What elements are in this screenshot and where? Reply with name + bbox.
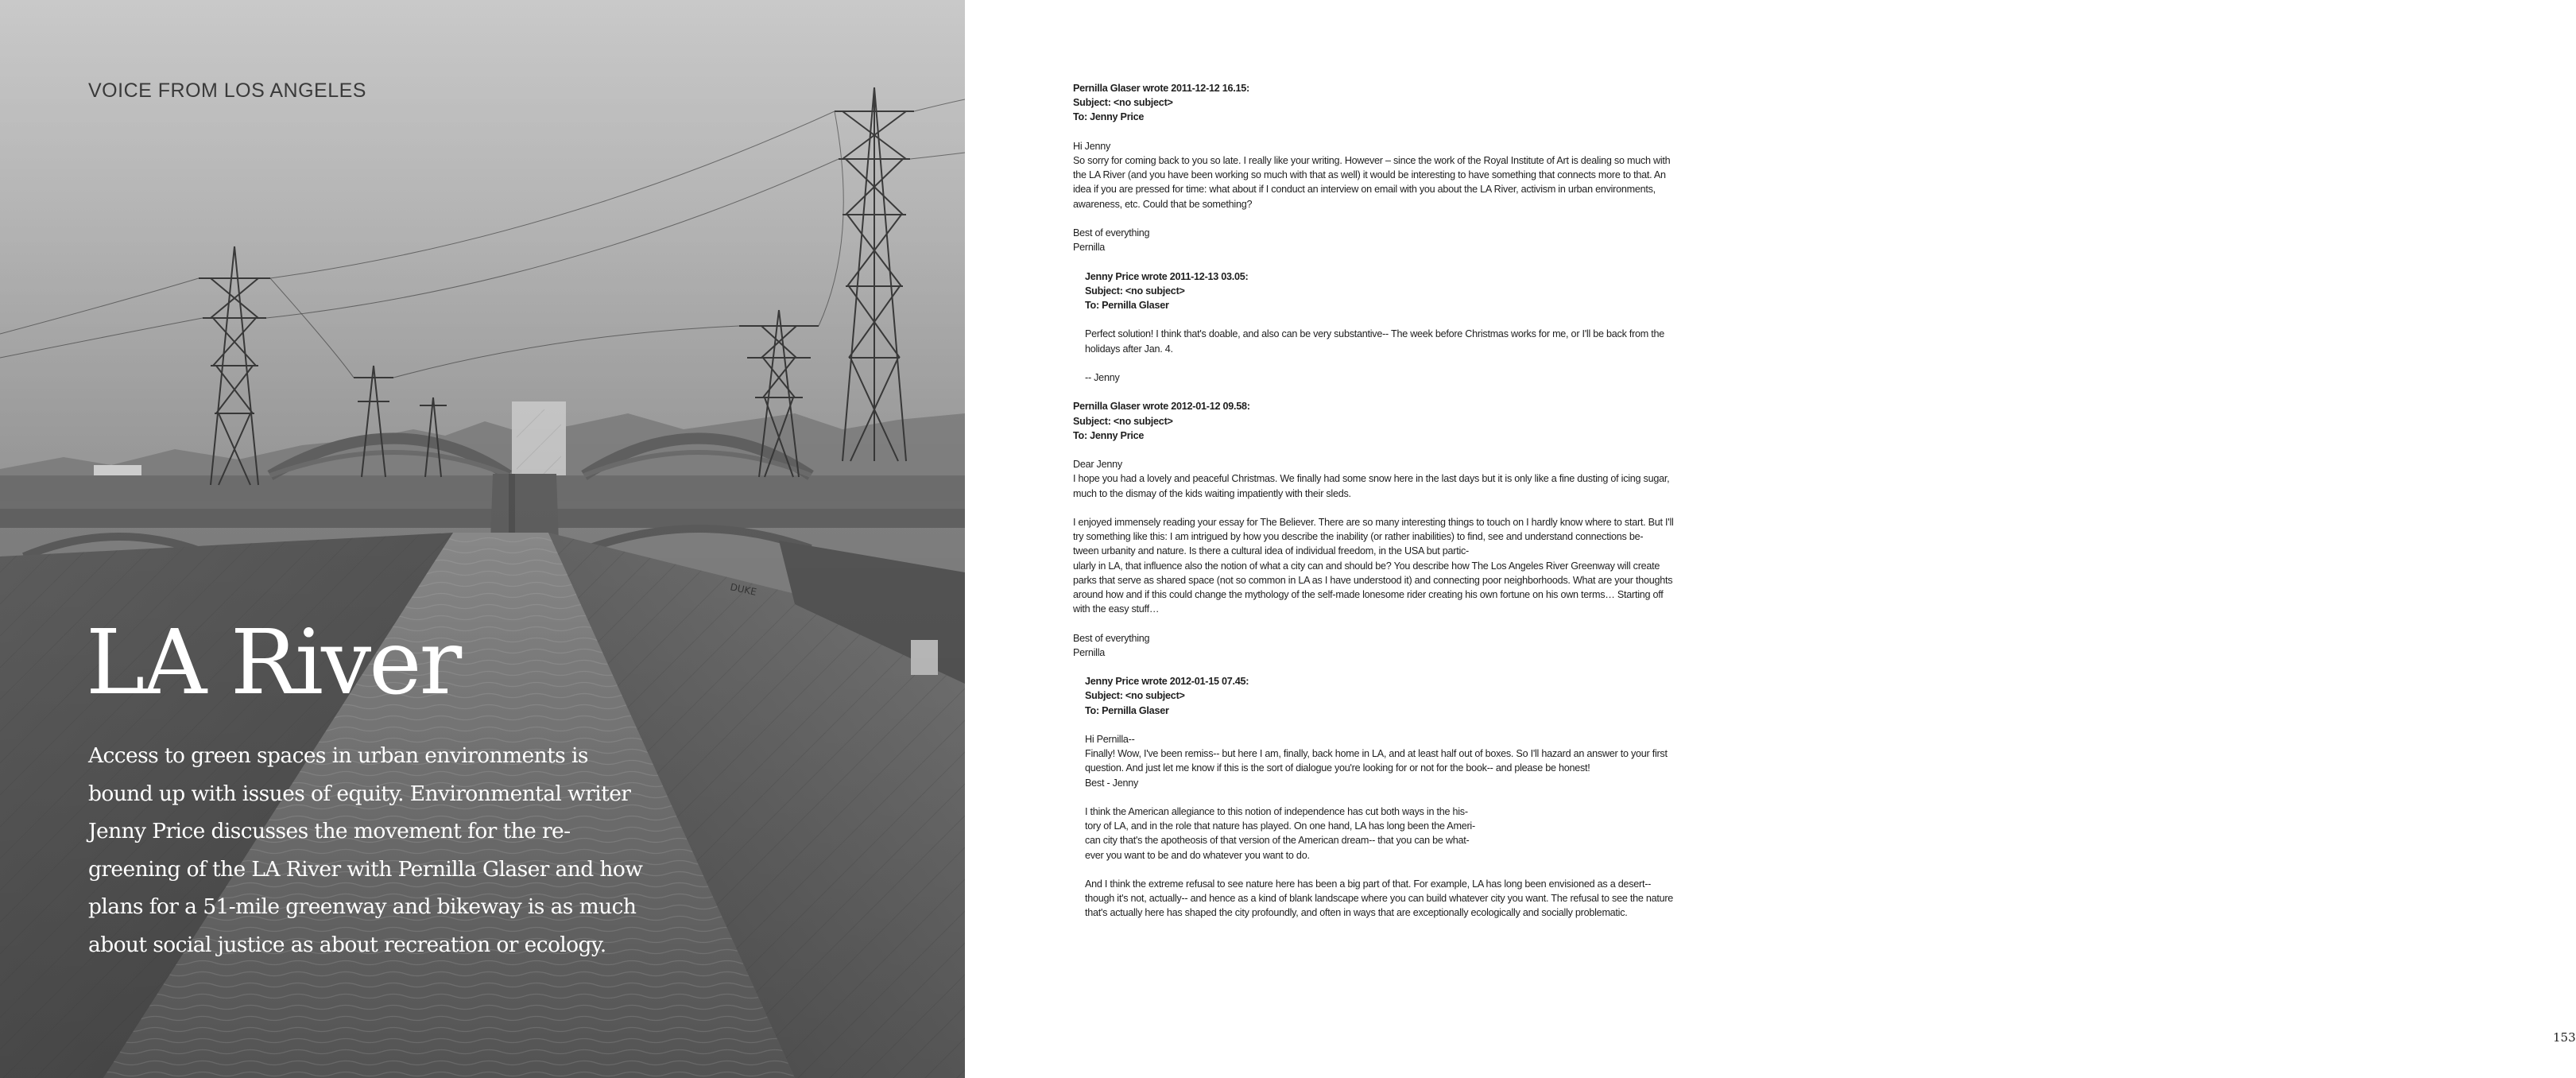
email-from: Pernilla Glaser wrote 2012-01-12 09.58: (1073, 401, 1250, 413)
email-subject: Subject: <no subject> (1085, 285, 1185, 297)
email-from: Jenny Price wrote 2011-12-13 03.05: (1085, 270, 1249, 282)
email-signoff: Best of everything Pernilla (1073, 227, 1150, 254)
email-subject: Subject: <no subject> (1073, 415, 1173, 427)
email-subject: Subject: <no subject> (1085, 690, 1185, 702)
email-paragraph: Perfect solution! I think that's doable, and also can be very substantive-- The week before Christmas works for me, or I'll be back from the holidays after Jan. 4. (1085, 328, 1665, 355)
email-signoff: Best of everything Pernilla (1073, 632, 1150, 658)
email-to: To: Jenny Price (1073, 111, 1145, 123)
email-signoff: -- Jenny (1085, 371, 1120, 383)
email-paragraph: Dear Jenny I hope you had a lovely and peaceful Christmas. We finally had some snow here in the last days but it is only like a fine dusting of icing sugar, much to the dismay of the kids waiting impatiently with their sleds. (1073, 459, 1670, 499)
email-to: To: Jenny Price (1073, 429, 1145, 441)
email-paragraph: Hi Pernilla-- Finally! Wow, I've been remiss-- but here I am, finally, back home in LA, and at least half out of boxes. So I'll hazard an answer to your first question. And just let me know if this is the sort of dialogue you're looking for or not for the book-- and please be honest! Best - Jenny (1085, 733, 1668, 789)
email-from: Jenny Price wrote 2012-01-15 07.45: (1085, 676, 1249, 688)
email-paragraph: Hi Jenny So sorry for coming back to you so late. I really like your writing. However – since the work of the Royal Institute of Art is dealing so much with the LA River (and you have been working so much with that as well) it would be interesting to have something that connects more to that. An idea if you are pressed for time: what about if I conduct an interview on email with you about the LA River, activism in urban environments, awareness, etc. Could that be something? (1073, 140, 1671, 210)
left-page (0, 0, 965, 1078)
email-thread (1073, 81, 1677, 921)
page-number: 153 (2553, 1030, 2576, 1045)
email-paragraph: I think the American allegiance to this notion of independence has cut both ways in the his- tory of LA, and in the role that nature has played. On one hand, LA has long been the Ameri- can city that's the apotheosis of that version of the American dream-- that you can be what- ever you want to be and do whatever you want to do. (1085, 805, 1475, 861)
right-page (965, 0, 2576, 1078)
email-from: Pernilla Glaser wrote 2011-12-12 16.15: (1073, 83, 1249, 94)
article-title: LA River (86, 611, 460, 715)
email-message (1073, 81, 1677, 270)
email-paragraph: And I think the extreme refusal to see nature here has been a big part of that. For example, LA has long been envisioned as a desert-- though it's not, actually-- and hence as a kind of blank landscape where you can build whatever city you want. The refusal to see the nature that's actually here has shaped the city profoundly, and often in ways that are exceptionally ecologically and socially problematic. (1085, 878, 1674, 919)
email-paragraph: I enjoyed immensely reading your essay for The Believer. There are so many interesting things to touch on I hardly know where to start. But I'll try something like this: I am intrigued by how you describe the inability (or rather inabilities) to find, see and understand connections be- tween urbanity and nature. Is there a cultural idea of individual freedom, in the USA but partic- ularly in LA, that influence also the notion of what a city can and should be? You describe how The Los Angeles River Greenway will create parks that serve as shared space (not so common in LA as I have understood it) and connecting poor neighborhoods. What are your thoughts around how and if this could change the mythology of the self-made lonesome rider creating his own fortune on his own terms… Starting off with the easy stuff… (1073, 516, 1674, 615)
article-intro: Access to green spaces in urban environments is bound up with issues of equity. Environmental writer Jenny Price discusses the movement for the re-greening of the LA River with Pernilla Glaser and how plans for a 51-mile greenway and bikeway is as much about social justice as about recreation or ecology. (88, 743, 643, 957)
email-to: To: Pernilla Glaser (1085, 300, 1169, 311)
email-subject: Subject: <no subject> (1073, 97, 1173, 109)
email-to: To: Pernilla Glaser (1085, 704, 1169, 716)
email-message-reply (1085, 270, 1677, 400)
email-message-reply (1085, 674, 1677, 920)
email-message (1073, 399, 1677, 674)
section-label: VOICE FROM LOS ANGELES (88, 79, 366, 102)
